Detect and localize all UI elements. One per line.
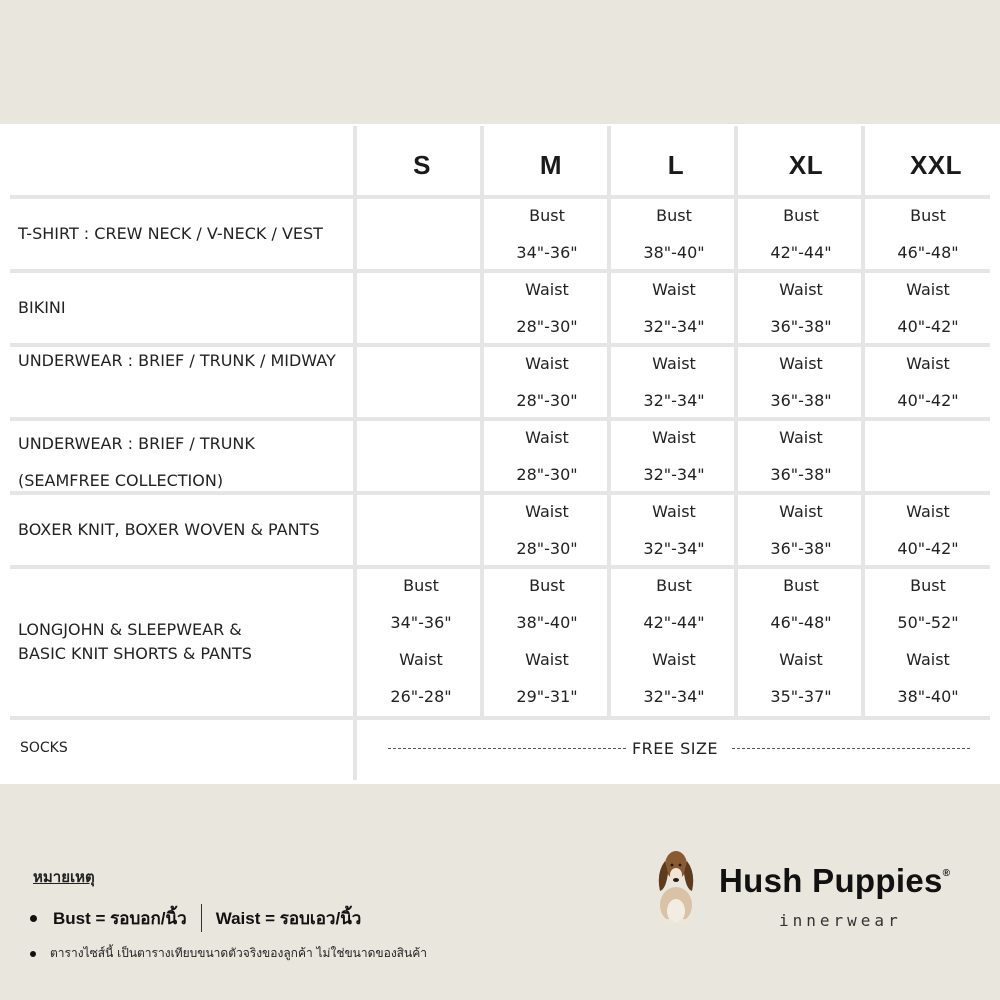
size-cell-value: 36"-38" xyxy=(770,539,832,558)
row-label-line: T-SHIRT : CREW NECK / V-NECK / VEST xyxy=(18,224,323,243)
size-cell-value: Bust xyxy=(910,206,946,225)
size-cell-value: Bust xyxy=(656,576,692,595)
size-cell xyxy=(487,279,607,353)
size-cell xyxy=(614,575,734,723)
size-cell xyxy=(868,501,988,575)
size-cell-value: 42"-44" xyxy=(770,243,832,262)
size-cell xyxy=(741,279,861,353)
row-label-line: BOXER KNIT, BOXER WOVEN & PANTS xyxy=(18,520,320,539)
size-cell xyxy=(487,205,607,279)
row-label xyxy=(18,518,319,542)
size-cell-value: Bust xyxy=(656,206,692,225)
brand-subtitle: innerwear xyxy=(779,911,902,930)
size-cell-value: Waist xyxy=(525,280,569,299)
bullet-icon xyxy=(30,951,36,957)
size-cell xyxy=(741,501,861,575)
size-cell-value: Waist xyxy=(525,428,569,447)
size-cell-value: Bust xyxy=(529,576,565,595)
size-cell xyxy=(868,575,988,723)
size-cell-value: Waist xyxy=(906,354,950,373)
size-cell-value: 34"-36" xyxy=(516,243,578,262)
size-cell-value: Waist xyxy=(652,650,696,669)
waist-legend: Waist = รอบเอว/นิ้ว xyxy=(215,908,362,928)
size-cell-value: 46"-48" xyxy=(770,613,832,632)
size-cell xyxy=(741,205,861,279)
size-cell-value: 28"-30" xyxy=(516,465,578,484)
socks-free-size: FREE SIZE xyxy=(631,739,719,758)
size-cell-value: 32"-34" xyxy=(643,465,705,484)
basset-hound-dog-icon xyxy=(650,843,702,925)
size-cell-value: Waist xyxy=(652,280,696,299)
bust-legend: Bust = รอบอก/นิ้ว xyxy=(53,908,187,928)
row-label-line: UNDERWEAR : BRIEF / TRUNK xyxy=(18,434,255,453)
column-divider xyxy=(734,126,738,716)
size-cell-value: Waist xyxy=(906,502,950,521)
size-cell-value: Waist xyxy=(525,502,569,521)
size-cell xyxy=(361,575,481,723)
row-divider xyxy=(10,195,990,199)
size-cell-value: 28"-30" xyxy=(516,391,578,410)
size-cell-value: Waist xyxy=(652,354,696,373)
size-cell xyxy=(614,353,734,427)
legend-divider xyxy=(201,904,202,932)
size-cell-value: 46"-48" xyxy=(897,243,959,262)
socks-label: SOCKS xyxy=(20,740,68,756)
row-label-line: (SEAMFREE COLLECTION) xyxy=(18,471,224,490)
brand-name-text: Hush Puppies xyxy=(719,862,943,899)
size-cell-value: Waist xyxy=(779,502,823,521)
size-cell-value: Waist xyxy=(906,650,950,669)
size-cell xyxy=(487,575,607,723)
size-cell-value: Waist xyxy=(399,650,443,669)
size-cell-value: Waist xyxy=(906,280,950,299)
row-label-line: LONGJOHN & SLEEPWEAR & xyxy=(18,620,242,639)
size-cell-value: 28"-30" xyxy=(516,317,578,336)
size-cell-value: 38"-40" xyxy=(643,243,705,262)
size-cell-value: Bust xyxy=(783,206,819,225)
size-cell-value: 38"-40" xyxy=(897,687,959,706)
size-cell xyxy=(487,427,607,501)
size-cell-value: 38"-40" xyxy=(516,613,578,632)
chart-footnote xyxy=(30,944,427,963)
row-label xyxy=(18,349,336,373)
size-cell-value: Waist xyxy=(779,650,823,669)
dash-line-left xyxy=(388,748,626,749)
row-label-line: UNDERWEAR : BRIEF / TRUNK / MIDWAY xyxy=(18,351,336,370)
size-cell-value: 40"-42" xyxy=(897,391,959,410)
measurement-legend xyxy=(30,904,361,932)
size-cell-value: 28"-30" xyxy=(516,539,578,558)
bullet-icon xyxy=(30,915,37,922)
size-cell xyxy=(487,353,607,427)
size-header-m: M xyxy=(539,150,563,180)
dash-line-right xyxy=(732,748,970,749)
size-cell-value: 32"-34" xyxy=(643,317,705,336)
size-cell-value: 36"-38" xyxy=(770,465,832,484)
size-cell-value: Waist xyxy=(779,354,823,373)
size-cell-value: 32"-34" xyxy=(643,391,705,410)
size-header-xl: XL xyxy=(788,150,824,180)
size-cell-value: Bust xyxy=(910,576,946,595)
size-cell-value: Waist xyxy=(525,650,569,669)
size-cell xyxy=(614,501,734,575)
size-cell-value: Waist xyxy=(652,428,696,447)
size-cell xyxy=(868,205,988,279)
size-cell-value: 34"-36" xyxy=(390,613,452,632)
size-cell-value: Bust xyxy=(403,576,439,595)
column-divider xyxy=(353,126,357,780)
size-cell-value: 42"-44" xyxy=(643,613,705,632)
row-label xyxy=(18,618,252,666)
size-header-xxl: XXL xyxy=(909,150,963,180)
size-cell xyxy=(614,279,734,353)
size-cell xyxy=(741,427,861,501)
registered-mark: ® xyxy=(942,868,951,879)
size-cell xyxy=(614,427,734,501)
size-cell-value: Waist xyxy=(779,280,823,299)
size-cell xyxy=(487,501,607,575)
footnote-text: ตารางไซส์นี้ เป็นตารางเทียบขนาดตัวจริงของลูกค้า ไม่ใช่ขนาดของสินค้า xyxy=(50,946,427,960)
size-cell xyxy=(614,205,734,279)
row-label-line: BIKINI xyxy=(18,298,66,317)
column-divider xyxy=(861,126,865,716)
size-cell-value: 40"-42" xyxy=(897,317,959,336)
size-cell-value: Waist xyxy=(779,428,823,447)
column-divider xyxy=(607,126,611,716)
size-header-l: L xyxy=(667,150,685,180)
size-cell-value: 29"-31" xyxy=(516,687,578,706)
row-label xyxy=(18,425,255,499)
size-cell xyxy=(741,353,861,427)
size-cell-value: 32"-34" xyxy=(643,687,705,706)
size-cell-value: Bust xyxy=(783,576,819,595)
size-cell-value: 26"-28" xyxy=(390,687,452,706)
row-label xyxy=(18,222,323,246)
size-cell-value: 35"-37" xyxy=(770,687,832,706)
size-header-s: S xyxy=(413,150,431,180)
size-cell-value: 36"-38" xyxy=(770,317,832,336)
size-cell xyxy=(868,353,988,427)
size-cell xyxy=(741,575,861,723)
brand-name xyxy=(719,862,950,900)
size-cell-value: 40"-42" xyxy=(897,539,959,558)
size-cell-value: Waist xyxy=(525,354,569,373)
size-cell-value: 36"-38" xyxy=(770,391,832,410)
size-cell-value: 32"-34" xyxy=(643,539,705,558)
size-cell xyxy=(868,279,988,353)
row-label-line: BASIC KNIT SHORTS & PANTS xyxy=(18,644,252,663)
size-cell-value: Waist xyxy=(652,502,696,521)
row-label xyxy=(18,296,66,320)
size-cell-value: 50"-52" xyxy=(897,613,959,632)
notes-title: หมายเหตุ xyxy=(33,868,95,886)
size-cell-value: Bust xyxy=(529,206,565,225)
